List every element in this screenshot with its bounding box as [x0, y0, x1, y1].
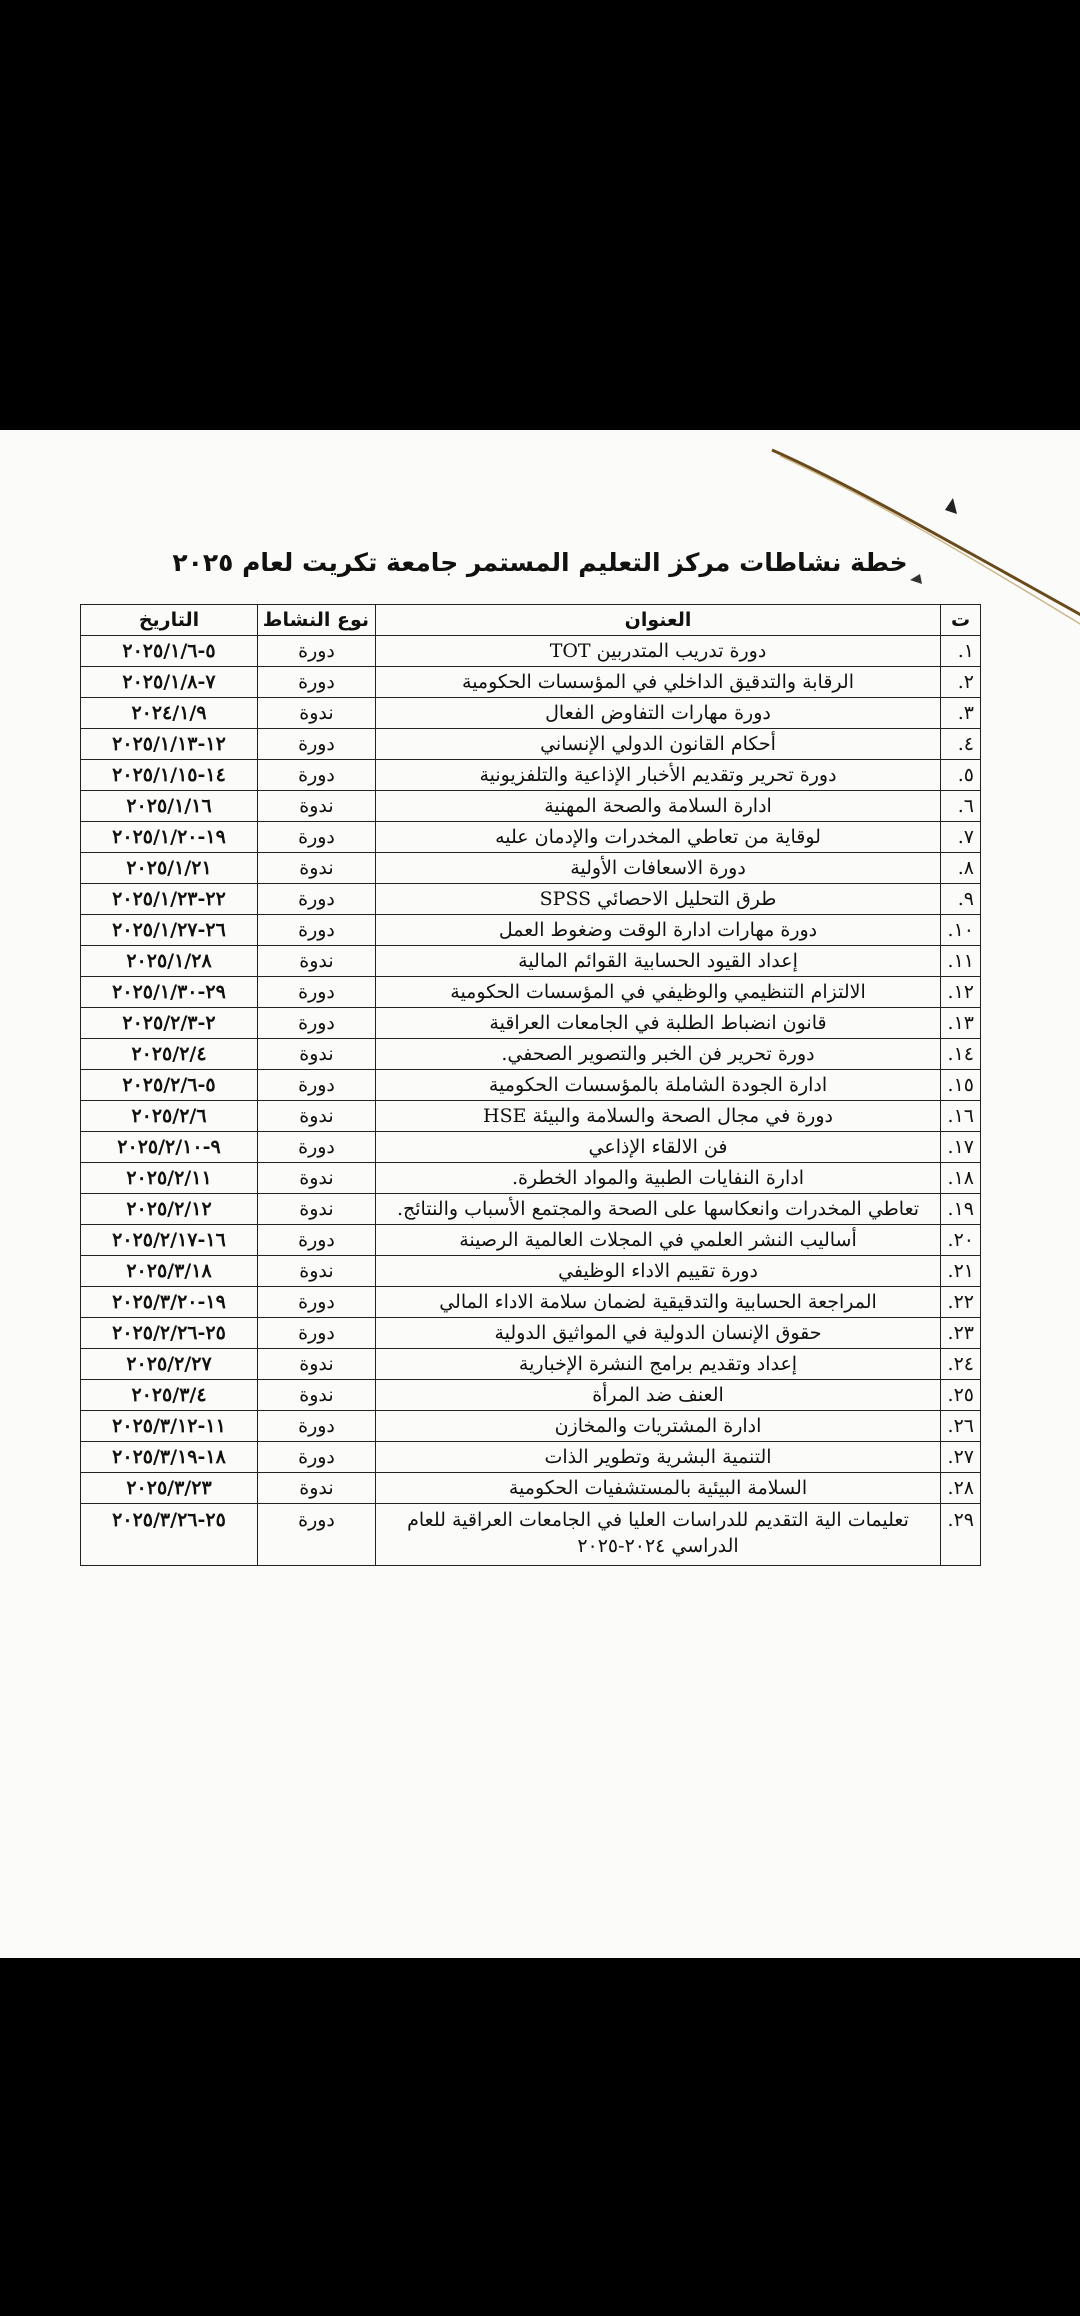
- row-type: دورة: [258, 1132, 376, 1163]
- row-title: السلامة البيئية بالمستشفيات الحكومية: [376, 1473, 941, 1504]
- row-title: لوقاية من تعاطي المخدرات والإدمان عليه: [376, 822, 941, 853]
- row-type: ندوة: [258, 853, 376, 884]
- row-title: دورة تحرير وتقديم الأخبار الإذاعية والتلفزيونية: [376, 760, 941, 791]
- table-row: [81, 1132, 981, 1163]
- row-type: دورة: [258, 1008, 376, 1039]
- row-date: ١٦-٢٠٢٥/٢/١٧: [81, 1225, 258, 1256]
- row-type: دورة: [258, 729, 376, 760]
- row-number: ١٠.: [941, 915, 981, 946]
- row-number: ٢٥.: [941, 1380, 981, 1411]
- table-row: [81, 760, 981, 791]
- row-type: دورة: [258, 636, 376, 667]
- table-row: [81, 1442, 981, 1473]
- row-date: ٧-٢٠٢٥/١/٨: [81, 667, 258, 698]
- row-date: ٢٠٢٥/٢/٢٧: [81, 1349, 258, 1380]
- row-title: الرقابة والتدقيق الداخلي في المؤسسات الحكومية: [376, 667, 941, 698]
- row-number: ٥.: [941, 760, 981, 791]
- row-number: ١٧.: [941, 1132, 981, 1163]
- row-date: ٢٠٢٥/١/٢٨: [81, 946, 258, 977]
- table-row: [81, 1101, 981, 1132]
- table-header-row: [81, 605, 981, 636]
- table-row: [81, 1380, 981, 1411]
- row-number: ٢٧.: [941, 1442, 981, 1473]
- row-type: دورة: [258, 1318, 376, 1349]
- row-type: ندوة: [258, 1256, 376, 1287]
- row-number: ١٥.: [941, 1070, 981, 1101]
- table-row: [81, 1163, 981, 1194]
- row-type: دورة: [258, 1442, 376, 1473]
- row-number: ١.: [941, 636, 981, 667]
- table-row: [81, 791, 981, 822]
- row-type: ندوة: [258, 1039, 376, 1070]
- row-type: ندوة: [258, 791, 376, 822]
- row-title: أساليب النشر العلمي في المجلات العالمية الرصينة: [376, 1225, 941, 1256]
- row-number: ٢٩.: [941, 1504, 981, 1566]
- table-row: [81, 1287, 981, 1318]
- header-title: العنوان: [376, 605, 941, 636]
- row-type: ندوة: [258, 1380, 376, 1411]
- row-type: دورة: [258, 977, 376, 1008]
- table-row: [81, 729, 981, 760]
- row-type: دورة: [258, 1225, 376, 1256]
- table-row: [81, 884, 981, 915]
- row-title: إعداد وتقديم برامج النشرة الإخبارية: [376, 1349, 941, 1380]
- row-type: ندوة: [258, 1163, 376, 1194]
- row-number: ٢٢.: [941, 1287, 981, 1318]
- row-number: ٦.: [941, 791, 981, 822]
- row-date: ٢٠٢٥/١/٢١: [81, 853, 258, 884]
- row-number: ٩.: [941, 884, 981, 915]
- row-date: ٢٠٢٥/٣/٤: [81, 1380, 258, 1411]
- row-title: المراجعة الحسابية والتدقيقية لضمان سلامة الاداء المالي: [376, 1287, 941, 1318]
- row-number: ٢.: [941, 667, 981, 698]
- header-date: التاريخ: [81, 605, 258, 636]
- row-number: ١٩.: [941, 1194, 981, 1225]
- row-type: ندوة: [258, 698, 376, 729]
- row-type: دورة: [258, 1504, 376, 1566]
- row-number: ١٨.: [941, 1163, 981, 1194]
- row-date: ٢٩-٢٠٢٥/١/٣٠: [81, 977, 258, 1008]
- table-row: [81, 1473, 981, 1504]
- row-date: ٢٥-٢٠٢٥/٢/٢٦: [81, 1318, 258, 1349]
- row-title: الالتزام التنظيمي والوظيفي في المؤسسات الحكومية: [376, 977, 941, 1008]
- row-number: ٧.: [941, 822, 981, 853]
- row-number: ١٤.: [941, 1039, 981, 1070]
- row-date: ٢٦-٢٠٢٥/١/٢٧: [81, 915, 258, 946]
- table-row: [81, 977, 981, 1008]
- table-row: [81, 1008, 981, 1039]
- row-number: ١٢.: [941, 977, 981, 1008]
- row-number: ١١.: [941, 946, 981, 977]
- row-title: تعاطي المخدرات وانعكاسها على الصحة والمجتمع الأسباب والنتائج.: [376, 1194, 941, 1225]
- table-row: [81, 853, 981, 884]
- row-number: ٤.: [941, 729, 981, 760]
- header-type: نوع النشاط: [258, 605, 376, 636]
- table-row: [81, 636, 981, 667]
- row-number: ٢٨.: [941, 1473, 981, 1504]
- row-date: ٥-٢٠٢٥/١/٦: [81, 636, 258, 667]
- row-title: دورة في مجال الصحة والسلامة والبيئة HSE: [376, 1101, 941, 1132]
- row-title: فن الالقاء الإذاعي: [376, 1132, 941, 1163]
- row-type: دورة: [258, 1070, 376, 1101]
- row-date: ١٢-٢٠٢٥/١/١٣: [81, 729, 258, 760]
- row-type: ندوة: [258, 946, 376, 977]
- row-date: ٢٠٢٥/٢/٦: [81, 1101, 258, 1132]
- row-date: ٢٠٢٥/١/١٦: [81, 791, 258, 822]
- row-date: ٢٠٢٥/٣/٢٣: [81, 1473, 258, 1504]
- row-date: ١٨-٢٠٢٥/٣/١٩: [81, 1442, 258, 1473]
- row-title: دورة مهارات التفاوض الفعال: [376, 698, 941, 729]
- table-row: [81, 1256, 981, 1287]
- row-date: ٢-٢٠٢٥/٢/٣: [81, 1008, 258, 1039]
- row-date: ٢٠٢٤/١/٩: [81, 698, 258, 729]
- row-title: التنمية البشرية وتطوير الذات: [376, 1442, 941, 1473]
- row-title: دورة تحرير فن الخبر والتصوير الصحفي.: [376, 1039, 941, 1070]
- row-date: ٩-٢٠٢٥/٢/١٠: [81, 1132, 258, 1163]
- row-title: دورة الاسعافات الأولية: [376, 853, 941, 884]
- table-row: [81, 1504, 981, 1566]
- row-type: ندوة: [258, 1101, 376, 1132]
- row-date: ١٩-٢٠٢٥/٣/٢٠: [81, 1287, 258, 1318]
- row-title: دورة تقييم الاداء الوظيفي: [376, 1256, 941, 1287]
- row-type: دورة: [258, 760, 376, 791]
- table-row: [81, 1070, 981, 1101]
- table-row: [81, 1318, 981, 1349]
- row-type: دورة: [258, 1411, 376, 1442]
- row-date: ٢٠٢٥/٢/٤: [81, 1039, 258, 1070]
- row-title: ادارة الجودة الشاملة بالمؤسسات الحكومية: [376, 1070, 941, 1101]
- row-date: ٢٢-٢٠٢٥/١/٢٣: [81, 884, 258, 915]
- row-type: دورة: [258, 822, 376, 853]
- row-title: دورة مهارات ادارة الوقت وضغوط العمل: [376, 915, 941, 946]
- row-date: ١١-٢٠٢٥/٣/١٢: [81, 1411, 258, 1442]
- row-type: دورة: [258, 915, 376, 946]
- row-number: ٨.: [941, 853, 981, 884]
- row-title: طرق التحليل الاحصائي SPSS: [376, 884, 941, 915]
- row-title: ادارة النفايات الطبية والمواد الخطرة.: [376, 1163, 941, 1194]
- row-title: أحكام القانون الدولي الإنساني: [376, 729, 941, 760]
- table-row: [81, 667, 981, 698]
- table-row: [81, 946, 981, 977]
- row-number: ٢٣.: [941, 1318, 981, 1349]
- row-type: دورة: [258, 884, 376, 915]
- row-title: قانون انضباط الطلبة في الجامعات العراقية: [376, 1008, 941, 1039]
- row-date: ٢٠٢٥/٢/١١: [81, 1163, 258, 1194]
- row-type: ندوة: [258, 1349, 376, 1380]
- row-number: ٢٦.: [941, 1411, 981, 1442]
- table-body: [81, 636, 981, 1566]
- document-page: [0, 430, 1080, 1958]
- row-title: دورة تدريب المتدربين TOT: [376, 636, 941, 667]
- activities-table: [80, 604, 981, 1566]
- row-type: ندوة: [258, 1194, 376, 1225]
- row-title: حقوق الإنسان الدولية في المواثيق الدولية: [376, 1318, 941, 1349]
- table-row: [81, 915, 981, 946]
- table-row: [81, 822, 981, 853]
- row-title: تعليمات الية التقديم للدراسات العليا في الجامعات العراقية للعام الدراسي ٢٠٢٤-٢٠٢٥: [376, 1504, 941, 1566]
- row-type: دورة: [258, 667, 376, 698]
- table-row: [81, 1349, 981, 1380]
- row-number: ١٦.: [941, 1101, 981, 1132]
- row-title: ادارة السلامة والصحة المهنية: [376, 791, 941, 822]
- page-title: خطة نشاطات مركز التعليم المستمر جامعة تكريت لعام ٢٠٢٥: [172, 548, 908, 577]
- table-row: [81, 1225, 981, 1256]
- row-type: دورة: [258, 1287, 376, 1318]
- table-row: [81, 1194, 981, 1225]
- row-type: ندوة: [258, 1473, 376, 1504]
- row-title: إعداد القيود الحسابية القوائم المالية: [376, 946, 941, 977]
- row-number: ٢١.: [941, 1256, 981, 1287]
- row-date: ٢٠٢٥/٢/١٢: [81, 1194, 258, 1225]
- row-date: ٢٠٢٥/٣/١٨: [81, 1256, 258, 1287]
- table-row: [81, 1411, 981, 1442]
- header-num: ت: [941, 605, 981, 636]
- row-date: ١٤-٢٠٢٥/١/١٥: [81, 760, 258, 791]
- table-row: [81, 698, 981, 729]
- table-row: [81, 1039, 981, 1070]
- row-number: ٢٤.: [941, 1349, 981, 1380]
- row-date: ٢٥-٢٠٢٥/٣/٢٦: [81, 1504, 258, 1566]
- row-title: ادارة المشتريات والمخازن: [376, 1411, 941, 1442]
- row-date: ٥-٢٠٢٥/٢/٦: [81, 1070, 258, 1101]
- row-date: ١٩-٢٠٢٥/١/٢٠: [81, 822, 258, 853]
- row-number: ٢٠.: [941, 1225, 981, 1256]
- row-title: العنف ضد المرأة: [376, 1380, 941, 1411]
- row-number: ١٣.: [941, 1008, 981, 1039]
- row-number: ٣.: [941, 698, 981, 729]
